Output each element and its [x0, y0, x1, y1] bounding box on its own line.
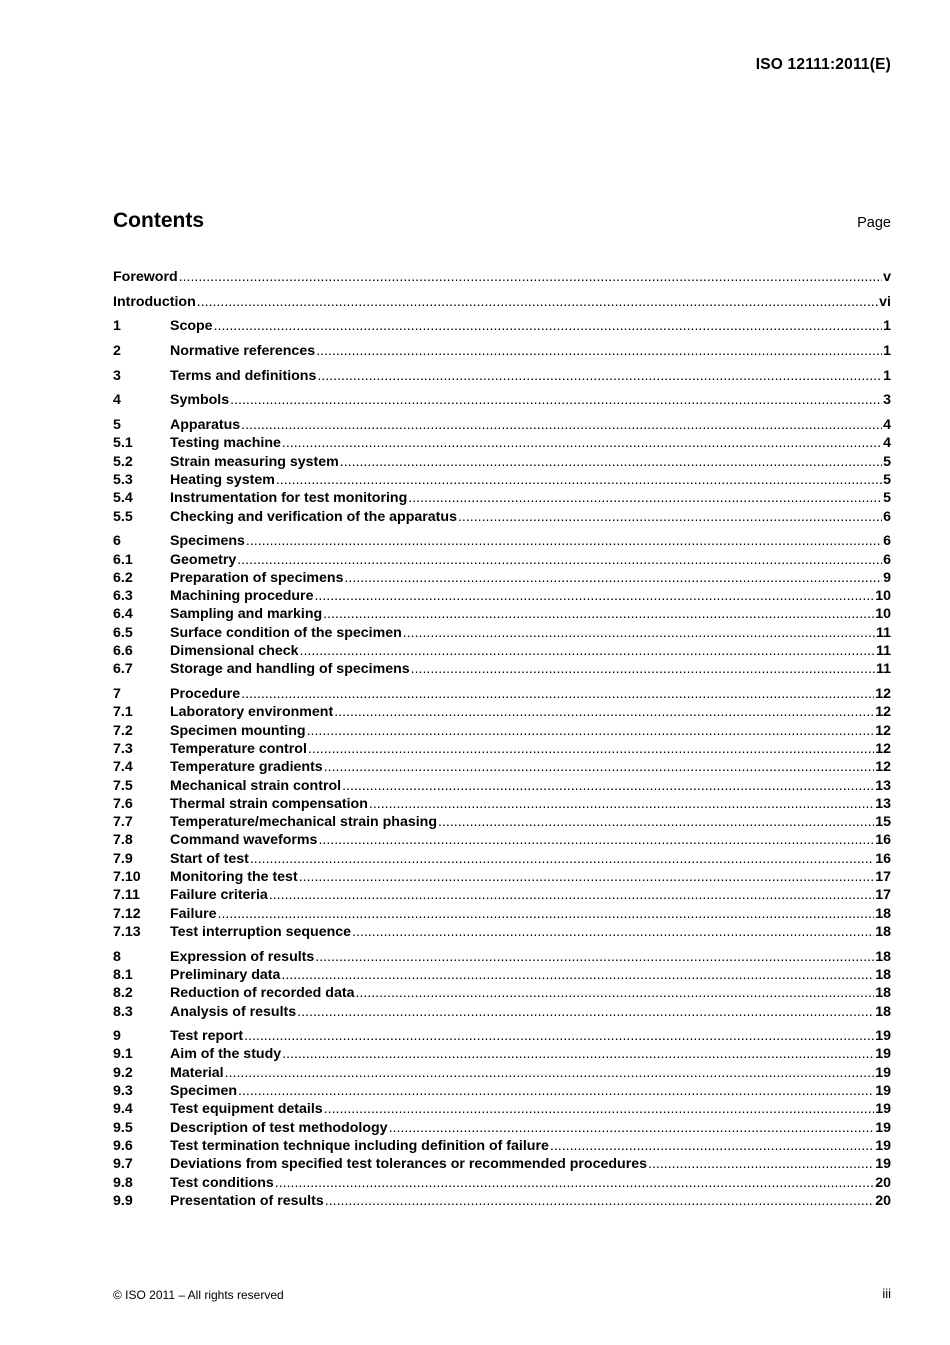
- toc-dot-leader: [648, 1156, 874, 1172]
- toc-entry-title: Geometry: [170, 551, 237, 568]
- toc-dot-leader: [344, 570, 882, 586]
- toc-entry[interactable]: [113, 741, 891, 759]
- toc-entry[interactable]: [113, 949, 891, 967]
- toc-entry[interactable]: [113, 1004, 891, 1022]
- toc-dot-leader: [197, 294, 878, 310]
- toc-entry-number: 9.6: [113, 1137, 133, 1154]
- toc-entry-title: Temperature control: [170, 740, 307, 757]
- toc-entry-number: 6.5: [113, 624, 133, 641]
- toc-entry[interactable]: [113, 552, 891, 570]
- toc-dot-leader: [241, 686, 874, 702]
- toc-entry-number: 5.4: [113, 490, 133, 507]
- toc-entry-page: 11: [876, 624, 891, 641]
- toc-dot-leader: [324, 1101, 875, 1117]
- toc-entry-title: Start of test: [170, 850, 249, 867]
- toc-entry[interactable]: [113, 392, 891, 410]
- toc-entry[interactable]: [113, 606, 891, 624]
- toc-entry-title: Preparation of specimens: [170, 569, 344, 586]
- toc-entry-number: 7.2: [113, 722, 133, 739]
- toc-entry-title: Specimen mounting: [170, 722, 306, 739]
- toc-entry-page: 12: [875, 704, 891, 721]
- toc-entry-page: 16: [875, 850, 891, 867]
- toc-entry-page: 18: [875, 905, 891, 922]
- toc-entry-number: 9.8: [113, 1174, 133, 1191]
- toc-entry[interactable]: [113, 570, 891, 588]
- toc-entry-page: 5: [883, 453, 891, 470]
- toc-entry-number: 9.7: [113, 1156, 133, 1173]
- toc-dot-leader: [299, 869, 875, 885]
- toc-entry-title: Expression of results: [170, 948, 315, 965]
- toc-entry-number: 9.1: [113, 1046, 133, 1063]
- toc-entry-title: Failure criteria: [170, 887, 268, 904]
- toc-dot-leader: [411, 661, 875, 677]
- toc-dot-leader: [355, 985, 874, 1001]
- toc-dot-leader: [179, 269, 882, 285]
- toc-dot-leader: [438, 814, 874, 830]
- toc-entry-title: Storage and handling of specimens: [170, 661, 410, 678]
- toc-entry[interactable]: [113, 1138, 891, 1156]
- toc-entry-page: 6: [883, 508, 891, 525]
- toc-entry[interactable]: [113, 1120, 891, 1138]
- toc-entry-number: 7: [113, 686, 121, 703]
- toc-dot-leader: [408, 490, 882, 506]
- toc-entry-number: 6.1: [113, 551, 133, 568]
- toc-entry-number: 6.4: [113, 606, 133, 623]
- toc-dot-leader: [246, 533, 882, 549]
- toc-entry-page: 18: [875, 985, 891, 1002]
- toc-entry-number: 4: [113, 392, 121, 409]
- toc-entry-number: 5.3: [113, 472, 133, 489]
- toc-entry-title: Material: [170, 1064, 224, 1081]
- toc-entry[interactable]: [113, 1156, 891, 1174]
- toc-entry-page: 19: [875, 1119, 891, 1136]
- toc-entry-page: 19: [875, 1083, 891, 1100]
- toc-entry-number: 7.13: [113, 923, 141, 940]
- toc-entry-number: 6.2: [113, 569, 133, 586]
- toc-entry-page: 6: [883, 551, 891, 568]
- toc-entry[interactable]: [113, 906, 891, 924]
- toc-entry-title: Reduction of recorded data: [170, 985, 355, 1002]
- toc-dot-leader: [315, 949, 874, 965]
- toc-dot-leader: [250, 851, 874, 867]
- toc-entry-title: Apparatus: [170, 417, 241, 434]
- toc-entry[interactable]: [113, 985, 891, 1003]
- toc-entry[interactable]: [113, 343, 891, 361]
- toc-dot-leader: [275, 1175, 874, 1191]
- toc-entry[interactable]: [113, 435, 891, 453]
- toc-entry-title: Test interruption sequence: [170, 923, 352, 940]
- toc-entry-title: Testing machine: [170, 435, 281, 452]
- toc-entry-title: Command waveforms: [170, 832, 318, 849]
- toc-entry[interactable]: [113, 924, 891, 942]
- toc-entry[interactable]: [113, 490, 891, 508]
- toc-entry-page: 6: [883, 533, 891, 550]
- toc-entry-number: 7.8: [113, 832, 133, 849]
- toc-entry-page: 4: [883, 417, 891, 434]
- toc-entry[interactable]: [113, 533, 891, 551]
- toc-entry-number: 7.7: [113, 814, 133, 831]
- toc-entry-title: Machining procedure: [170, 588, 314, 605]
- toc-dot-leader: [241, 417, 882, 433]
- toc-entry-title: Test equipment details: [170, 1101, 323, 1118]
- toc-entry[interactable]: [113, 1028, 891, 1046]
- toc-entry-page: vi: [879, 293, 891, 310]
- toc-entry-page: 5: [883, 472, 891, 489]
- toc-dot-leader: [237, 552, 882, 568]
- toc-entry[interactable]: [113, 869, 891, 887]
- toc-entry[interactable]: [113, 778, 891, 796]
- toc-entry-title: Temperature gradients: [170, 759, 323, 776]
- toc-dot-leader: [225, 1065, 875, 1081]
- toc-entry[interactable]: [113, 851, 891, 869]
- page-column-label: Page: [857, 215, 891, 231]
- toc-entry[interactable]: [113, 887, 891, 905]
- toc-entry-number: 7.6: [113, 795, 133, 812]
- toc-entry-number: 6: [113, 533, 121, 550]
- toc-entry-title: Laboratory environment: [170, 704, 334, 721]
- toc-entry-title: Description of test methodology: [170, 1119, 388, 1136]
- toc-entry[interactable]: [113, 1046, 891, 1064]
- toc-entry-title: Instrumentation for test monitoring: [170, 490, 408, 507]
- toc-entry-title: Surface condition of the specimen: [170, 624, 402, 641]
- toc-entry-number: 6.7: [113, 661, 133, 678]
- toc-entry-title: Test termination technique including definition of failure: [170, 1137, 549, 1154]
- toc-dot-leader: [550, 1138, 874, 1154]
- toc-entry[interactable]: [113, 368, 891, 386]
- toc-entry[interactable]: [113, 967, 891, 985]
- toc-entry-title: Procedure: [170, 686, 241, 703]
- toc-dot-leader: [389, 1120, 875, 1136]
- toc-entry[interactable]: [113, 318, 891, 336]
- toc-dot-leader: [282, 435, 882, 451]
- toc-entry-title: Analysis of results: [170, 1003, 297, 1020]
- toc-entry-number: 5.2: [113, 453, 133, 470]
- toc-entry-title: Dimensional check: [170, 643, 299, 660]
- toc-entry[interactable]: [113, 1065, 891, 1083]
- toc-entry-number: 9.4: [113, 1101, 133, 1118]
- toc-dot-leader: [230, 392, 882, 408]
- toc-entry-number: 5: [113, 417, 121, 434]
- page-number: iii: [882, 1286, 891, 1301]
- toc-entry-number: 7.9: [113, 850, 133, 867]
- toc-dot-leader: [340, 454, 882, 470]
- toc-dot-leader: [281, 967, 874, 983]
- toc-entry-number: 8.1: [113, 966, 133, 983]
- toc-entry-title: Aim of the study: [170, 1046, 282, 1063]
- toc-dot-leader: [269, 887, 874, 903]
- toc-entry-number: 8.3: [113, 1003, 133, 1020]
- toc-entry-page: 11: [876, 643, 891, 660]
- toc-dot-leader: [238, 1083, 874, 1099]
- toc-dot-leader: [276, 472, 882, 488]
- toc-entry-number: 2: [113, 343, 121, 360]
- toc-entry[interactable]: [113, 588, 891, 606]
- toc-entry-page: 1: [883, 367, 891, 384]
- toc-entry[interactable]: [113, 796, 891, 814]
- toc-entry-title: Specimen: [170, 1083, 238, 1100]
- toc-entry[interactable]: [113, 661, 891, 679]
- toc-entry-number: 6.6: [113, 643, 133, 660]
- toc-dot-leader: [323, 606, 874, 622]
- toc-dot-leader: [403, 625, 875, 641]
- toc-entry-title: Temperature/mechanical strain phasing: [170, 814, 438, 831]
- toc-dot-leader: [297, 1004, 874, 1020]
- toc-entry-page: 19: [875, 1028, 891, 1045]
- toc-entry-page: 19: [875, 1156, 891, 1173]
- toc-entry-page: 10: [875, 588, 891, 605]
- toc-entry-title: Symbols: [170, 392, 230, 409]
- toc-dot-leader: [317, 368, 882, 384]
- toc-dot-leader: [352, 924, 874, 940]
- toc-entry-page: 15: [875, 814, 891, 831]
- toc-entry-title: Sampling and marking: [170, 606, 323, 623]
- document-code: ISO 12111:2011(E): [755, 56, 891, 73]
- toc-entry[interactable]: [113, 509, 891, 527]
- toc-entry-page: 10: [875, 606, 891, 623]
- toc-dot-leader: [314, 588, 874, 604]
- toc-entry-page: 19: [875, 1101, 891, 1118]
- toc-entry-number: 7.1: [113, 704, 133, 721]
- toc-entry-page: 1: [883, 318, 891, 335]
- toc-dot-leader: [218, 906, 875, 922]
- toc-entry-title: Test report: [170, 1028, 244, 1045]
- toc-entry-title: Introduction: [113, 293, 196, 310]
- toc-entry-number: 7.11: [113, 887, 140, 904]
- toc-entry-number: 5.5: [113, 508, 133, 525]
- toc-entry-title: Foreword: [113, 269, 178, 285]
- toc-entry-title: Preliminary data: [170, 966, 281, 983]
- toc-entry-number: 8.2: [113, 985, 133, 1002]
- toc-entry-number: 6.3: [113, 588, 133, 605]
- toc-entry-title: Mechanical strain control: [170, 777, 342, 794]
- toc-entry-page: 17: [875, 887, 891, 904]
- toc-entry-page: 20: [875, 1174, 891, 1191]
- table-of-contents: [113, 269, 891, 1211]
- toc-entry[interactable]: [113, 723, 891, 741]
- toc-entry-title: Deviations from specified test tolerances or recommended procedures: [170, 1156, 648, 1173]
- toc-entry-title: Presentation of results: [170, 1192, 324, 1209]
- toc-entry-page: 18: [875, 948, 891, 965]
- toc-entry-number: 7.10: [113, 869, 141, 886]
- toc-entry-page: 12: [875, 686, 891, 703]
- toc-entry-page: 5: [883, 490, 891, 507]
- toc-entry-title: Normative references: [170, 343, 316, 360]
- toc-entry-number: 1: [113, 318, 121, 335]
- toc-entry[interactable]: [113, 1101, 891, 1119]
- toc-dot-leader: [307, 723, 875, 739]
- toc-dot-leader: [300, 643, 875, 659]
- toc-entry-page: 4: [883, 435, 891, 452]
- toc-entry[interactable]: [113, 294, 891, 312]
- toc-entry[interactable]: [113, 832, 891, 850]
- toc-entry-title: Failure: [170, 905, 217, 922]
- toc-entry-number: 9.2: [113, 1064, 133, 1081]
- toc-entry-number: 9.5: [113, 1119, 133, 1136]
- page-title: Contents: [113, 209, 204, 232]
- toc-entry-number: 9.9: [113, 1192, 133, 1209]
- toc-entry[interactable]: [113, 454, 891, 472]
- toc-entry-number: 7.4: [113, 759, 133, 776]
- toc-entry-title: Heating system: [170, 472, 275, 489]
- toc-dot-leader: [325, 1193, 874, 1209]
- toc-entry-page: v: [883, 269, 891, 285]
- toc-dot-leader: [214, 318, 883, 334]
- toc-entry-title: Checking and verification of the apparatus: [170, 508, 457, 525]
- toc-entry-number: 5.1: [113, 435, 133, 452]
- toc-entry[interactable]: [113, 759, 891, 777]
- toc-dot-leader: [318, 832, 874, 848]
- toc-entry-number: 9.3: [113, 1083, 133, 1100]
- toc-entry-page: 1: [883, 343, 891, 360]
- toc-entry-title: Strain measuring system: [170, 453, 339, 470]
- toc-dot-leader: [458, 509, 882, 525]
- toc-entry[interactable]: [113, 1175, 891, 1193]
- toc-entry-page: 12: [875, 722, 891, 739]
- toc-entry-page: 20: [875, 1192, 891, 1209]
- toc-entry-page: 19: [875, 1064, 891, 1081]
- toc-entry[interactable]: [113, 643, 891, 661]
- toc-entry-number: 7.12: [113, 905, 141, 922]
- toc-entry-number: 3: [113, 367, 121, 384]
- toc-entry-page: 18: [875, 966, 891, 983]
- toc-entry-title: Thermal strain compensation: [170, 795, 368, 812]
- toc-entry[interactable]: [113, 1083, 891, 1101]
- toc-entry-number: 8: [113, 948, 121, 965]
- toc-entry-number: 7.5: [113, 777, 133, 794]
- toc-entry[interactable]: [113, 625, 891, 643]
- toc-entry-page: 18: [875, 1003, 891, 1020]
- toc-dot-leader: [324, 759, 875, 775]
- toc-entry[interactable]: [113, 704, 891, 722]
- toc-entry[interactable]: [113, 814, 891, 832]
- toc-entry-title: Terms and definitions: [170, 367, 317, 384]
- toc-entry[interactable]: [113, 417, 891, 435]
- toc-entry-page: 12: [875, 759, 891, 776]
- toc-entry-page: 3: [883, 392, 891, 409]
- toc-dot-leader: [369, 796, 874, 812]
- toc-entry-page: 16: [875, 832, 891, 849]
- toc-dot-leader: [334, 704, 874, 720]
- toc-entry-page: 19: [875, 1046, 891, 1063]
- toc-entry-title: Monitoring the test: [170, 869, 298, 886]
- toc-entry[interactable]: [113, 472, 891, 490]
- toc-entry-page: 17: [875, 869, 891, 886]
- toc-dot-leader: [316, 343, 882, 359]
- toc-entry-page: 13: [875, 777, 891, 794]
- toc-entry-page: 19: [875, 1137, 891, 1154]
- toc-entry-page: 11: [876, 661, 891, 678]
- toc-entry-page: 13: [875, 795, 891, 812]
- toc-entry-number: 9: [113, 1028, 121, 1045]
- toc-dot-leader: [342, 778, 874, 794]
- toc-entry-title: Specimens: [170, 533, 245, 550]
- toc-entry-page: 9: [883, 569, 891, 586]
- toc-entry[interactable]: [113, 269, 891, 287]
- toc-entry-title: Test conditions: [170, 1174, 274, 1191]
- toc-entry[interactable]: [113, 1193, 891, 1211]
- toc-entry-number: 7.3: [113, 740, 133, 757]
- toc-entry-page: 12: [875, 740, 891, 757]
- copyright-notice: © ISO 2011 – All rights reserved: [113, 1288, 284, 1302]
- toc-dot-leader: [282, 1046, 874, 1062]
- toc-entry-title: Scope: [170, 318, 213, 335]
- toc-entry[interactable]: [113, 686, 891, 704]
- toc-dot-leader: [244, 1028, 874, 1044]
- toc-entry-page: 18: [875, 923, 891, 940]
- toc-dot-leader: [308, 741, 874, 757]
